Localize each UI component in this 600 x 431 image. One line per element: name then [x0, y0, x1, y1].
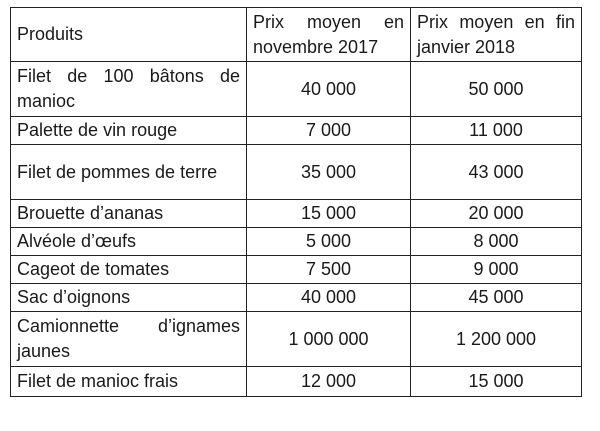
price-jan-cell: 43 000: [411, 145, 582, 200]
product-cell: Sac d’oignons: [11, 284, 247, 312]
price-jan-cell: 1 200 000: [411, 312, 582, 367]
price-nov-cell: 7 500: [247, 256, 411, 284]
price-jan-cell: 8 000: [411, 228, 582, 256]
price-nov-cell: 12 000: [247, 367, 411, 397]
table-row: [11, 256, 582, 284]
header-row: [11, 8, 582, 62]
table-row: [11, 367, 582, 397]
table-row: [11, 228, 582, 256]
price-jan-cell: 50 000: [411, 62, 582, 117]
price-nov-cell: 35 000: [247, 145, 411, 200]
price-jan-cell: 15 000: [411, 367, 582, 397]
table-row: [11, 62, 582, 117]
header-product: Produits: [11, 8, 247, 62]
table-row: [11, 145, 582, 200]
product-cell: Brouette d’ananas: [11, 200, 247, 228]
header-price-jan-2018: Prix moyen en fin janvier 2018: [411, 8, 582, 62]
price-nov-cell: 15 000: [247, 200, 411, 228]
price-nov-cell: 40 000: [247, 284, 411, 312]
price-nov-cell: 5 000: [247, 228, 411, 256]
table-row: [11, 117, 582, 145]
price-table: [10, 7, 582, 397]
price-jan-cell: 9 000: [411, 256, 582, 284]
header-price-nov-2017: Prix moyen en novembre 2017: [247, 8, 411, 62]
product-cell: Alvéole d’œufs: [11, 228, 247, 256]
table-row: [11, 284, 582, 312]
product-cell: Filet de 100 bâtons de manioc: [11, 62, 247, 117]
price-nov-cell: 1 000 000: [247, 312, 411, 367]
product-cell: Filet de manioc frais: [11, 367, 247, 397]
price-jan-cell: 45 000: [411, 284, 582, 312]
product-cell: Cageot de tomates: [11, 256, 247, 284]
product-cell: Camionnette d’ignames jaunes: [11, 312, 247, 367]
price-jan-cell: 11 000: [411, 117, 582, 145]
price-nov-cell: 7 000: [247, 117, 411, 145]
price-jan-cell: 20 000: [411, 200, 582, 228]
product-cell: Filet de pommes de terre: [11, 145, 247, 200]
table-row: [11, 312, 582, 367]
price-nov-cell: 40 000: [247, 62, 411, 117]
product-cell: Palette de vin rouge: [11, 117, 247, 145]
table-row: [11, 200, 582, 228]
